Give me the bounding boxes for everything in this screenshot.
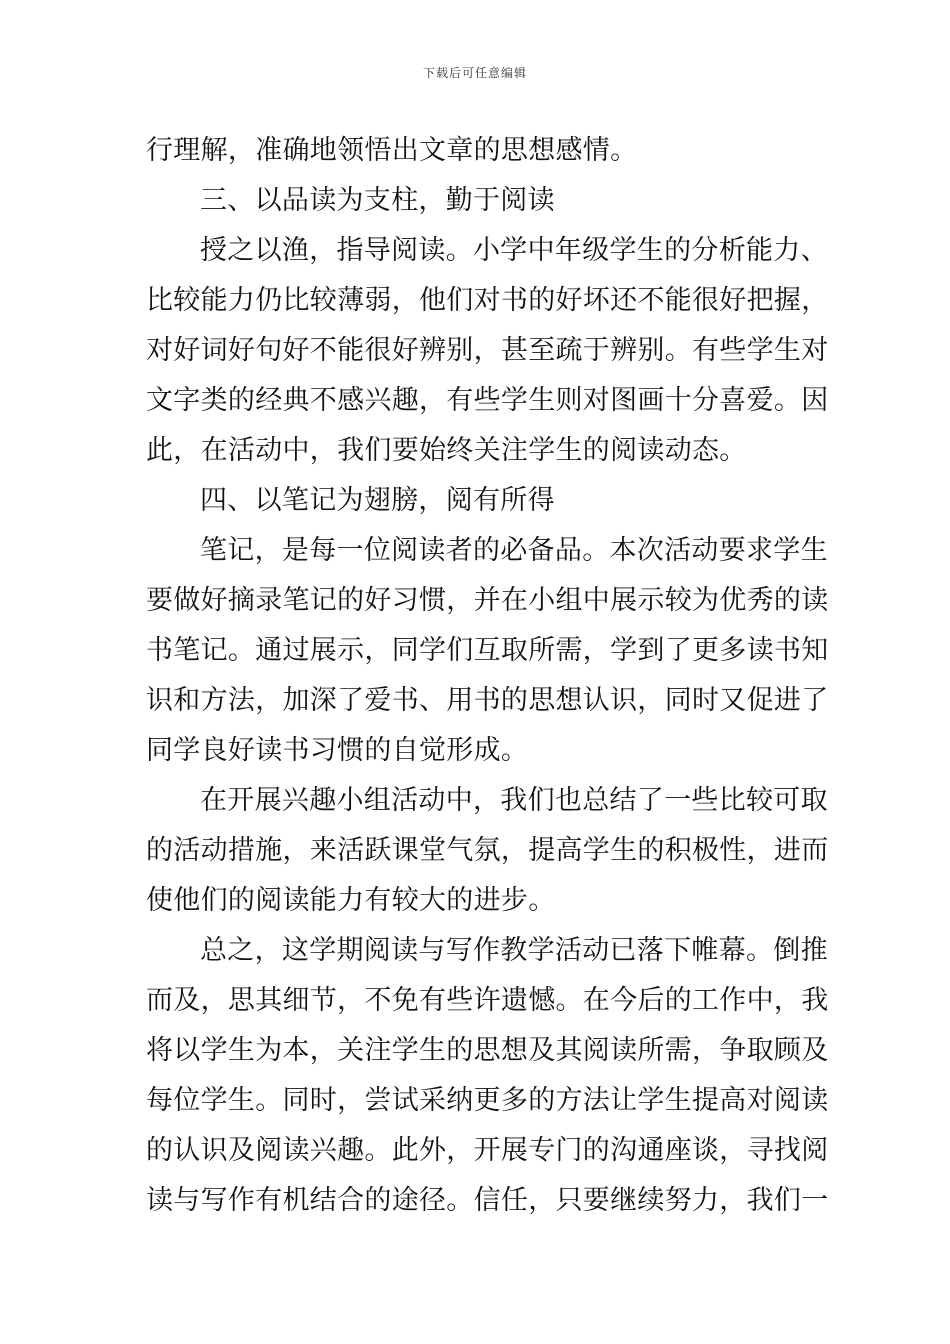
text-line: 比较能力仍比较薄弱，他们对书的好坏还不能很好把握， xyxy=(146,285,829,316)
text-line: 使他们的阅读能力有较大的进步。 xyxy=(146,885,556,916)
text-line: 同学良好读书习惯的自觉形成。 xyxy=(146,735,529,766)
text-line: 笔记，是每一位阅读者的必备品。本次活动要求学生 xyxy=(200,535,828,566)
page-header-note: 下载后可任意编辑 xyxy=(422,66,527,80)
text-line: 的认识及阅读兴趣。此外，开展专门的沟通座谈，寻找阅 xyxy=(146,1135,829,1166)
document-body xyxy=(146,126,829,1226)
text-line: 在开展兴趣小组活动中，我们也总结了一些比较可取 xyxy=(200,785,828,816)
text-line: 要做好摘录笔记的好习惯，并在小组中展示较为优秀的读 xyxy=(146,585,829,616)
section-heading-3: 三、以品读为支柱，勤于阅读 xyxy=(200,185,555,216)
text-line: 识和方法，加深了爱书、用书的思想认识，同时又促进了 xyxy=(146,685,829,716)
text-line: 总之，这学期阅读与写作教学活动已落下帷幕。倒推 xyxy=(200,935,828,966)
text-line: 而及，思其细节，不免有些许遗憾。在今后的工作中，我 xyxy=(146,985,829,1016)
text-line: 书笔记。通过展示，同学们互取所需，学到了更多读书知 xyxy=(146,635,829,666)
text-line: 的活动措施，来活跃课堂气氛，提高学生的积极性，进而 xyxy=(146,835,829,866)
text-line: 将以学生为本，关注学生的思想及其阅读所需，争取顾及 xyxy=(146,1035,829,1066)
section-heading-4: 四、以笔记为翅膀，阅有所得 xyxy=(200,485,555,516)
text-line: 每位学生。同时，尝试采纳更多的方法让学生提高对阅读 xyxy=(146,1085,829,1116)
text-line: 对好词好句好不能很好辨别，甚至疏于辨别。有些学生对 xyxy=(146,335,829,366)
text-line: 此，在活动中，我们要始终关注学生的阅读动态。 xyxy=(146,435,747,466)
text-line: 读与写作有机结合的途径。信任，只要继续努力，我们一 xyxy=(146,1185,829,1216)
text-line: 文字类的经典不感兴趣，有些学生则对图画十分喜爱。因 xyxy=(146,385,829,416)
text-line: 授之以渔，指导阅读。小学中年级学生的分析能力、 xyxy=(200,235,828,266)
text-line: 行理解，准确地领悟出文章的思想感情。 xyxy=(146,135,638,166)
